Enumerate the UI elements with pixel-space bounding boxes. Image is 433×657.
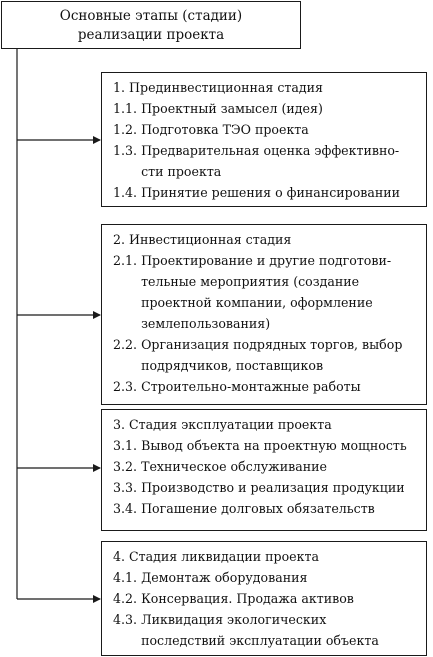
item-number: 4.3. bbox=[113, 612, 138, 627]
item-text: Консервация. Продажа активов bbox=[141, 591, 354, 606]
item-text: Проектирование и другие подготови- тельные мероприятия (создание проектной компании, оформление землепользования) bbox=[141, 253, 392, 331]
item-text: Производство и реализация продукции bbox=[141, 480, 405, 495]
title-box bbox=[1, 1, 301, 49]
item-text: Погашение долговых обязательств bbox=[141, 501, 375, 516]
stage-item bbox=[113, 250, 420, 334]
stage-item bbox=[113, 588, 420, 609]
stage-box-operation bbox=[101, 409, 427, 531]
stage-item bbox=[113, 435, 420, 456]
title-line: реализации проекта bbox=[77, 27, 225, 43]
item-text: Организация подрядных торгов, выбор подрядчиков, поставщиков bbox=[141, 337, 403, 373]
stage-item bbox=[113, 498, 420, 519]
item-number: 2.3. bbox=[113, 379, 138, 394]
item-number: 4.2. bbox=[113, 591, 138, 606]
stage-item bbox=[113, 334, 420, 376]
stage-box-preinvestment bbox=[101, 72, 427, 207]
item-number: 1.1. bbox=[113, 101, 138, 116]
item-number: 1.2. bbox=[113, 122, 138, 137]
item-text: Принятие решения о финансировании bbox=[141, 185, 401, 200]
item-text: Техническое обслуживание bbox=[141, 459, 327, 474]
item-number: 4.1. bbox=[113, 570, 138, 585]
item-number: 3.4. bbox=[113, 501, 138, 516]
stage-heading: 2. Инвестиционная стадия bbox=[113, 232, 292, 247]
stage-box-liquidation bbox=[101, 541, 427, 656]
item-text: Демонтаж оборудования bbox=[141, 570, 308, 585]
item-number: 1.3. bbox=[113, 143, 138, 158]
stage-item bbox=[113, 456, 420, 477]
stage-heading: 4. Стадия ликвидации проекта bbox=[113, 549, 319, 564]
item-text: Подготовка ТЭО проекта bbox=[141, 122, 309, 137]
item-text: Предварительная оценка эффективно- сти проекта bbox=[141, 143, 400, 179]
stage-item bbox=[113, 567, 420, 588]
stage-item bbox=[113, 376, 420, 397]
item-number: 3.1. bbox=[113, 438, 138, 453]
stage-item bbox=[113, 140, 420, 182]
item-number: 2.1. bbox=[113, 253, 138, 268]
item-text: Строительно-монтажные работы bbox=[141, 379, 361, 394]
item-text: Вывод объекта на проектную мощность bbox=[141, 438, 407, 453]
stage-heading: 3. Стадия эксплуатации проекта bbox=[113, 417, 332, 432]
title-line: Основные этапы (стадии) bbox=[59, 8, 243, 24]
item-number: 2.2. bbox=[113, 337, 138, 352]
stage-item bbox=[113, 119, 420, 140]
stage-item bbox=[113, 477, 420, 498]
stage-item bbox=[113, 98, 420, 119]
stage-box-investment bbox=[101, 224, 427, 405]
item-number: 1.4. bbox=[113, 185, 138, 200]
item-number: 3.3. bbox=[113, 480, 138, 495]
item-number: 3.2. bbox=[113, 459, 138, 474]
item-text: Ликвидация экологических последствий эксплуатации объекта bbox=[141, 612, 379, 648]
stage-item bbox=[113, 609, 420, 651]
item-text: Проектный замысел (идея) bbox=[141, 101, 323, 116]
stage-heading: 1. Прединвестиционная стадия bbox=[113, 80, 323, 95]
stage-item bbox=[113, 182, 420, 203]
